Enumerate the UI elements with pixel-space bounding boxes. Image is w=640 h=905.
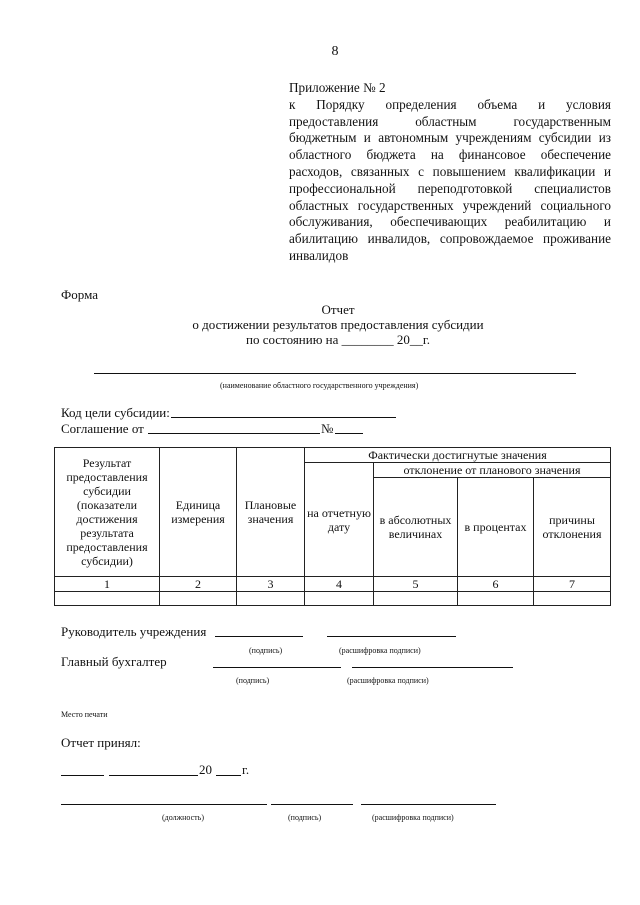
empty-cell[interactable]: [534, 592, 611, 606]
number-sign: №: [321, 421, 334, 436]
agreement-number-line[interactable]: [335, 433, 363, 434]
column-number: 5: [374, 577, 458, 592]
goal-code-line[interactable]: [171, 417, 396, 418]
accepted-month-line[interactable]: [109, 775, 198, 776]
header-reasons: причины отклонения: [534, 478, 611, 577]
accountant-signature-line[interactable]: [213, 667, 341, 668]
institution-name-line[interactable]: [94, 373, 576, 374]
page-number: 8: [331, 44, 339, 59]
accepted-year-suffix: г.: [242, 762, 250, 777]
header-absolute: в абсолютных величинах: [374, 478, 458, 577]
position-line[interactable]: [61, 804, 267, 805]
accountant-signature-caption: (подпись): [236, 676, 270, 685]
empty-cell[interactable]: [55, 592, 160, 606]
accepted-year-line[interactable]: [216, 775, 241, 776]
accepted-label: Отчет принял:: [61, 735, 141, 750]
accountant-decode-line[interactable]: [352, 667, 513, 668]
appendix-block: [289, 80, 611, 265]
appendix-title: Приложение № 2: [289, 80, 386, 95]
column-number: 4: [305, 577, 374, 592]
accepted-decode-line[interactable]: [361, 804, 496, 805]
empty-cell[interactable]: [160, 592, 237, 606]
column-number: 7: [534, 577, 611, 592]
institution-caption: (наименование областного государственного учреждения): [220, 381, 419, 390]
head-decode-line[interactable]: [327, 636, 456, 637]
head-label: Руководитель учреждения: [61, 624, 207, 639]
header-unit: Единица измерения: [160, 448, 237, 577]
accepted-signature-line[interactable]: [271, 804, 353, 805]
accepted-signature-caption: (подпись): [288, 813, 322, 822]
report-header: [0, 302, 640, 347]
agreement-date-line[interactable]: [148, 433, 320, 434]
column-number: 2: [160, 577, 237, 592]
accepted-day-line[interactable]: [61, 775, 104, 776]
agreement-label: Соглашение от: [61, 421, 144, 436]
column-number: 1: [55, 577, 160, 592]
column-number: 3: [237, 577, 305, 592]
goal-code-label: Код цели субсидии:: [61, 405, 170, 420]
header-percent: в процентах: [458, 478, 534, 577]
empty-cell[interactable]: [458, 592, 534, 606]
report-subtitle: о достижении результатов предоставления субсидии: [192, 317, 484, 332]
header-result: Результат предоставления субсидии (показатели достижения результата предоставления субсидии): [55, 448, 160, 577]
report-date-line: по состоянию на ________ 20__г.: [245, 332, 431, 347]
column-numbers-row: [55, 577, 611, 592]
seal-label: Место печати: [61, 710, 108, 719]
header-deviation: отклонение от планового значения: [374, 463, 611, 478]
appendix-text: к Порядку определения объема и условия предоставления областным государственным бюджетным и автономным учреждениям субсидии из областного бюджета на финансовое обеспечение расходов, связанных с повышением квалификации и профессиональной переподготовкой специалистов областных государственных учреждений социального обслуживания, обеспечивающих реабилитацию и абилитацию инвалидов, сопровождаемое проживание инвалидов: [289, 96, 611, 263]
report-table: [54, 447, 611, 606]
empty-cell[interactable]: [374, 592, 458, 606]
header-on-date: на отчетную дату: [305, 463, 374, 577]
accountant-decode-caption: (расшифровка подписи): [347, 676, 429, 685]
position-caption: (должность): [162, 813, 204, 822]
head-signature-caption: (подпись): [249, 646, 283, 655]
head-signature-line[interactable]: [215, 636, 303, 637]
header-planned: Плановые значения: [237, 448, 305, 577]
report-title: Отчет: [321, 302, 355, 317]
form-label: Форма: [61, 287, 98, 302]
header-actual: Фактически достигнутые значения: [305, 448, 611, 463]
column-number: 6: [458, 577, 534, 592]
accountant-label: Главный бухгалтер: [61, 654, 167, 669]
empty-cell[interactable]: [305, 592, 374, 606]
empty-cell[interactable]: [237, 592, 305, 606]
table-row: [55, 592, 611, 606]
head-decode-caption: (расшифровка подписи): [339, 646, 421, 655]
accepted-decode-caption: (расшифровка подписи): [372, 813, 454, 822]
accepted-year-prefix: 20: [199, 762, 212, 777]
